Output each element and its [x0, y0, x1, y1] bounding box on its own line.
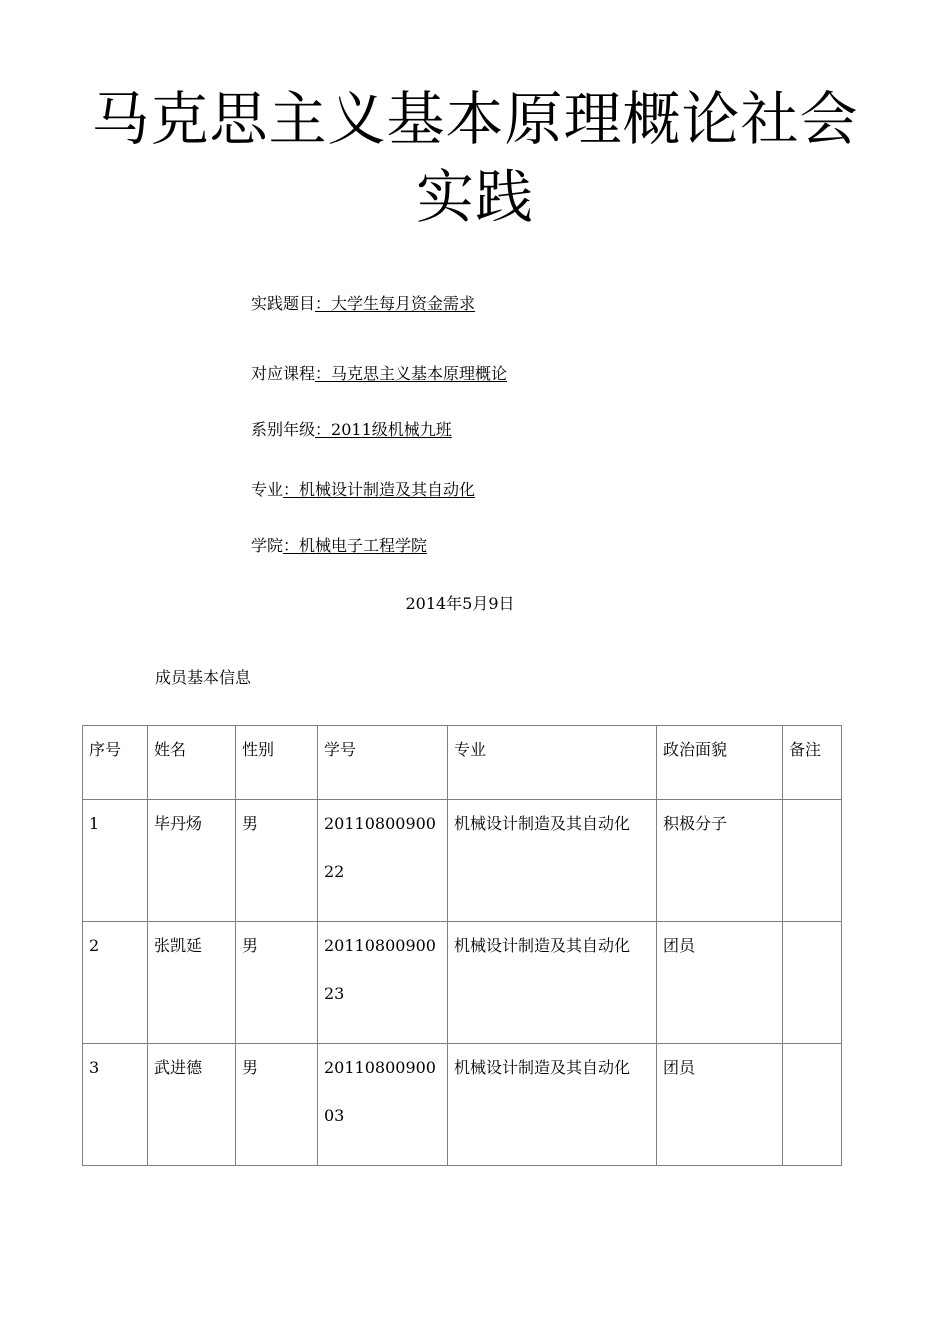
info-value: 机械电子工程学院	[299, 536, 428, 555]
header-cell: 政治面貌	[657, 726, 783, 800]
table-cell: 2011080090022	[318, 800, 448, 922]
info-separator: ：	[315, 364, 332, 383]
info-label: 对应课程	[251, 364, 316, 383]
table-header-row	[83, 726, 842, 800]
table-cell: 男	[236, 922, 318, 1044]
table-cell: 机械设计制造及其自动化	[448, 1044, 657, 1166]
table-cell: 积极分子	[657, 800, 783, 922]
table-cell: 2	[83, 922, 148, 1044]
info-separator: ：	[283, 480, 300, 499]
info-value: 机械设计制造及其自动化	[299, 480, 476, 499]
table-cell: 2011080090023	[318, 922, 448, 1044]
table-cell: 男	[236, 800, 318, 922]
info-label: 系别年级	[251, 420, 316, 439]
info-topic	[251, 293, 475, 315]
header-cell: 备注	[783, 726, 842, 800]
document-date: 2014年5月9日	[405, 594, 515, 613]
info-label: 学院	[251, 536, 284, 555]
info-separator: ：	[315, 420, 332, 439]
title-line-1: 马克思主义基本原理概论社会	[91, 85, 859, 153]
header-cell: 专业	[448, 726, 657, 800]
table-row	[83, 922, 842, 1044]
header-cell: 性别	[236, 726, 318, 800]
info-college	[251, 535, 427, 557]
members-table	[82, 725, 842, 1166]
table-cell: 男	[236, 1044, 318, 1166]
info-value: 大学生每月资金需求	[331, 294, 476, 313]
section-title: 成员基本信息	[155, 668, 252, 687]
info-separator: ：	[283, 536, 300, 555]
table-cell: 团员	[657, 1044, 783, 1166]
info-label: 专业	[251, 480, 284, 499]
table-cell: 1	[83, 800, 148, 922]
document-title	[0, 80, 950, 236]
table-cell: 2011080090003	[318, 1044, 448, 1166]
info-value: 2011级机械九班	[331, 420, 452, 439]
header-cell: 学号	[318, 726, 448, 800]
table-cell: 机械设计制造及其自动化	[448, 922, 657, 1044]
header-cell: 序号	[83, 726, 148, 800]
title-line-2: 实践	[415, 163, 534, 231]
table-cell: 张凯延	[148, 922, 236, 1044]
table-cell: 3	[83, 1044, 148, 1166]
table-cell	[783, 800, 842, 922]
table-row	[83, 800, 842, 922]
table-cell: 毕丹炀	[148, 800, 236, 922]
info-value: 马克思主义基本原理概论	[331, 364, 508, 383]
table-row	[83, 1044, 842, 1166]
table-cell: 武进德	[148, 1044, 236, 1166]
info-label: 实践题目	[251, 294, 316, 313]
info-class	[251, 419, 452, 441]
info-major	[251, 479, 475, 501]
header-cell: 姓名	[148, 726, 236, 800]
info-separator: ：	[315, 294, 332, 313]
table-cell: 团员	[657, 922, 783, 1044]
table-cell: 机械设计制造及其自动化	[448, 800, 657, 922]
table-cell	[783, 1044, 842, 1166]
info-course	[251, 363, 507, 385]
table-cell	[783, 922, 842, 1044]
